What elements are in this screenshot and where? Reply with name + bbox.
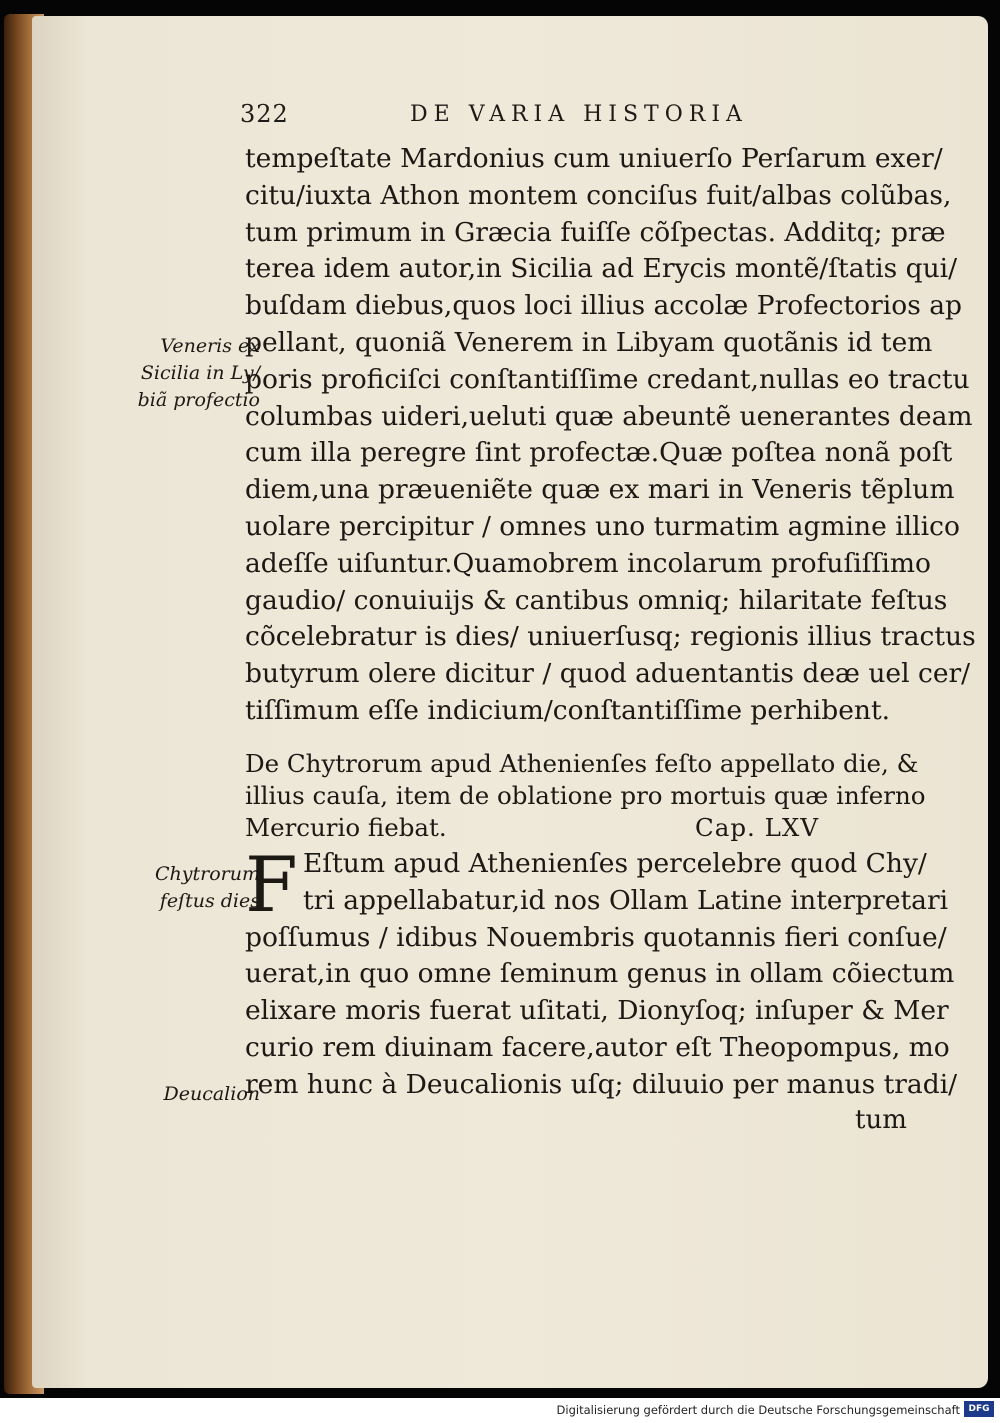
heading-line-text: Mercurio fiebat. (245, 813, 447, 842)
digitization-footer (0, 1398, 1000, 1423)
text-line: uerat,in quo omne ſeminum genus in ollam cõiectum (245, 958, 955, 990)
text-line: poſſumus / idibus Nouembris quotannis fieri conſue/ (245, 921, 947, 953)
text-line: tempeſtate Mardonius cum uniuerſo Perſarum exer/ (245, 143, 943, 174)
text-line: elixare moris fuerat uſitati, Dionyſoq; inſuper & Mer (245, 995, 949, 1027)
text-line: tum primum in Græcia fuiſſe cõſpectas. Additq; præ (245, 216, 946, 248)
text-line: buſdam diebus,quos loci illius accolæ Profectorios ap (245, 290, 963, 322)
funding-credit: Digitalisierung gefördert durch die Deutsche Forschungsgemeinschaft (556, 1403, 960, 1417)
margin-note-line: Deucalion (163, 1083, 260, 1105)
text-line: butyrum olere dicitur / quod aduentantis deæ uel cer/ (245, 658, 971, 690)
text-line: Eſtum apud Athenienſes percelebre quod Chy/ (303, 848, 927, 879)
text-line: pellant, quoniã Venerem in Libyam quotãnis id tem (245, 326, 933, 358)
heading-line (245, 812, 910, 844)
text-line: citu/iuxta Athon montem conciſus fuit/albas colũbas, (245, 179, 952, 211)
chapter-body-text (245, 840, 958, 1104)
text-line: gaudio/ conuiuijs & cantibus omniq; hilaritate feſtus (245, 584, 948, 616)
margin-note-line: Sicilia in Ly/ (140, 362, 260, 384)
text-line: cõcelebratur is dies/ uniuerſusq; regionis illius tractus (245, 621, 976, 653)
drop-capital: F (245, 840, 298, 929)
body-text (245, 141, 976, 730)
running-title: DE VARIA HISTORIA (410, 102, 748, 127)
page-header (240, 100, 800, 134)
page-number: 322 (240, 100, 289, 128)
heading-line: illius cauſa, item de oblatione pro mortuis quæ inferno (245, 781, 926, 810)
margin-note-line: biã profectio (137, 389, 260, 411)
chapter-heading (245, 748, 926, 844)
chapter-number: Cap. LXV (695, 813, 820, 842)
text-line: tri appellabatur,id nos Ollam Latine interpretari (303, 884, 949, 916)
text-line: uolare percipitur / omnes uno turmatim agmine illico (245, 510, 960, 542)
margin-note-line: Veneris ex (160, 335, 260, 357)
text-line: cum illa peregre ſint profectæ.Quæ poſtea nonã poſt (245, 437, 953, 469)
text-line: adeſſe uiſuntur.Quamobrem incolarum profuſiſſimo (245, 547, 931, 579)
margin-note-veneris (100, 333, 260, 414)
text-line: curio rem diuinam facere,autor eſt Theopompus, mo (245, 1031, 950, 1063)
margin-note-deucalion (100, 1081, 260, 1108)
text-line: tiſſimum eſſe indicium/conſtantiſſime perhibent. (245, 694, 891, 726)
margin-note-line: Chytrorum (154, 863, 260, 885)
heading-line: De Chytrorum apud Athenienſes feſto appellato die, & (245, 749, 919, 778)
text-line: rem hunc à Deucalionis uſq; diluuio per manus tradi/ (245, 1068, 958, 1100)
text-line: poris proficiſci conſtantiſſime credant,nullas eo tractu (245, 363, 970, 395)
text-line: terea idem autor,in Sicilia ad Erycis montẽ/ſtatis qui/ (245, 253, 958, 285)
catchword: tum (855, 1105, 907, 1135)
margin-note-line: feſtus dies (159, 890, 260, 912)
margin-note-chytrorum (100, 861, 260, 915)
text-line: columbas uideri,ueluti quæ abeuntẽ uenerantes deam (245, 400, 973, 432)
dfg-logo: DFG (964, 1401, 994, 1417)
text-line: diem,una præueniẽte quæ ex mari in Veneris tẽplum (245, 474, 955, 506)
